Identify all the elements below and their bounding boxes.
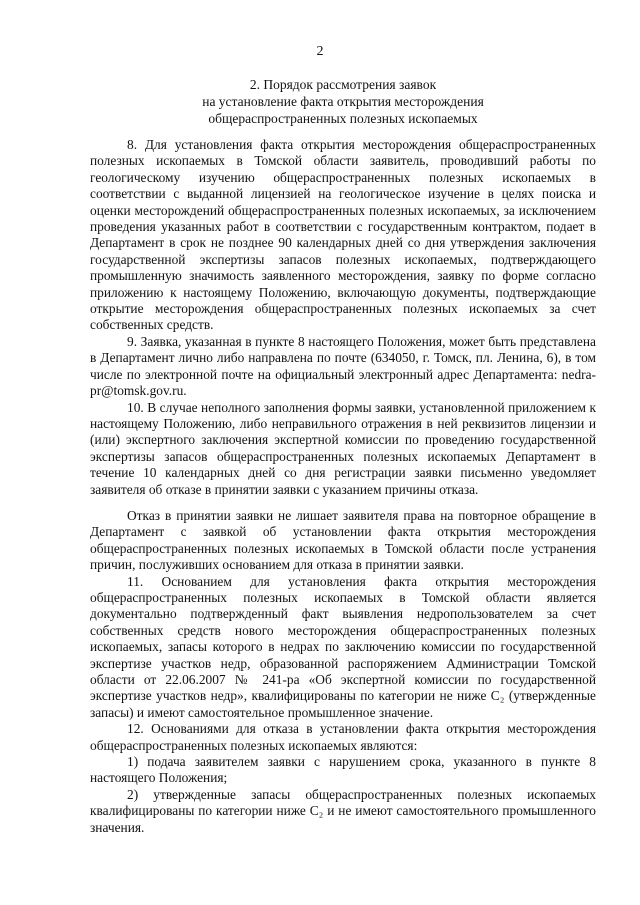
paragraph-12-item-1: 1) подача заявителем заявки с нарушением срока, указанного в пункте 8 настоящего Положения; <box>90 754 596 786</box>
section-title <box>90 76 596 127</box>
paragraph-11: 11. Основанием для установления факта открытия месторождения общераспространенных полезных ископаемых в Томской области является документально подтвержденный факт выявления недропользователем за счет собственных средств нового месторождения общераспространенных полезных ископаемых, запасы которого в недрах по заключению комиссии по государственной экспертизе участков недр, образованной распоряжением Администрации Томской области от 22.06.2007 № 241-ра «Об экспертной комиссии по государственной экспертизе участков недр», квалифицированы по категории не ниже С₂ (утвержденные запасы) и имеют самостоятельное промышленное значение. <box>90 573 596 720</box>
paragraph-8: 8. Для установления факта открытия месторождения общераспространенных полезных ископаемых в Томской области заявитель, проводивший работы по геологическому изучению общераспространенных полезных ископаемых в соответствии с выданной лицензией на геологическое изучение в целях поиска и оценки месторождений общераспространенных полезных ископаемых, за исключением проведения указанных работ в соответствии с государственным контрактом, подает в Департамент в срок не позднее 90 календарных дней со дня утверждения заключения государственной экспертизы запасов полезных ископаемых, подтверждающего промышленную значимость заявленного месторождения, заявку по форме согласно приложению к настоящему Положению, включающую документы, подтверждающие открытие месторождения общераспространенных полезных ископаемых за счет собственных средств. <box>90 137 596 333</box>
section-title-line-2: на установление факта открытия месторождения <box>202 94 484 109</box>
page-number: 2 <box>316 44 324 59</box>
paragraph-refusal-note: Отказ в принятии заявки не лишает заявителя права на повторное обращение в Департамент с заявкой об установлении факта открытия месторождения общераспространенных полезных ископаемых в Томской области после устранения причин, послуживших основанием для отказа в принятии заявки. <box>90 507 596 573</box>
paragraph-10: 10. В случае неполного заполнения формы заявки, установленной приложением к настоящему Положению, либо неправильного отражения в ней реквизитов лицензии и (или) экспертного заключения экспертной комиссии по проведению государственной экспертизы запасов общераспространенных полезных ископаемых Департамент в течение 10 календарных дней со дня регистрации заявки письменно уведомляет заявителя об отказе в принятии заявки с указанием причины отказа. <box>90 399 596 497</box>
paragraph-12: 12. Основаниями для отказа в установлении факта открытия месторождения общераспространенных полезных ископаемых являются: <box>90 721 596 753</box>
section-title-line-3: общераспространенных полезных ископаемых <box>208 111 478 126</box>
section-title-line-1: 2. Порядок рассмотрения заявок <box>249 77 437 92</box>
paragraph-9: 9. Заявка, указанная в пункте 8 настоящего Положения, может быть представлена в Департамент лично либо направлена по почте (634050, г. Томск, пл. Ленина, 6), в том числе по электронной почте на официальный электронный адрес Департамента: nedra-pr@tomsk.gov.ru. <box>90 333 596 399</box>
document-body <box>90 137 596 836</box>
paragraph-12-item-2: 2) утвержденные запасы общераспространенных полезных ископаемых квалифицированы по категории ниже С₂ и не имеют самостоятельного промышленного значения. <box>90 786 596 835</box>
